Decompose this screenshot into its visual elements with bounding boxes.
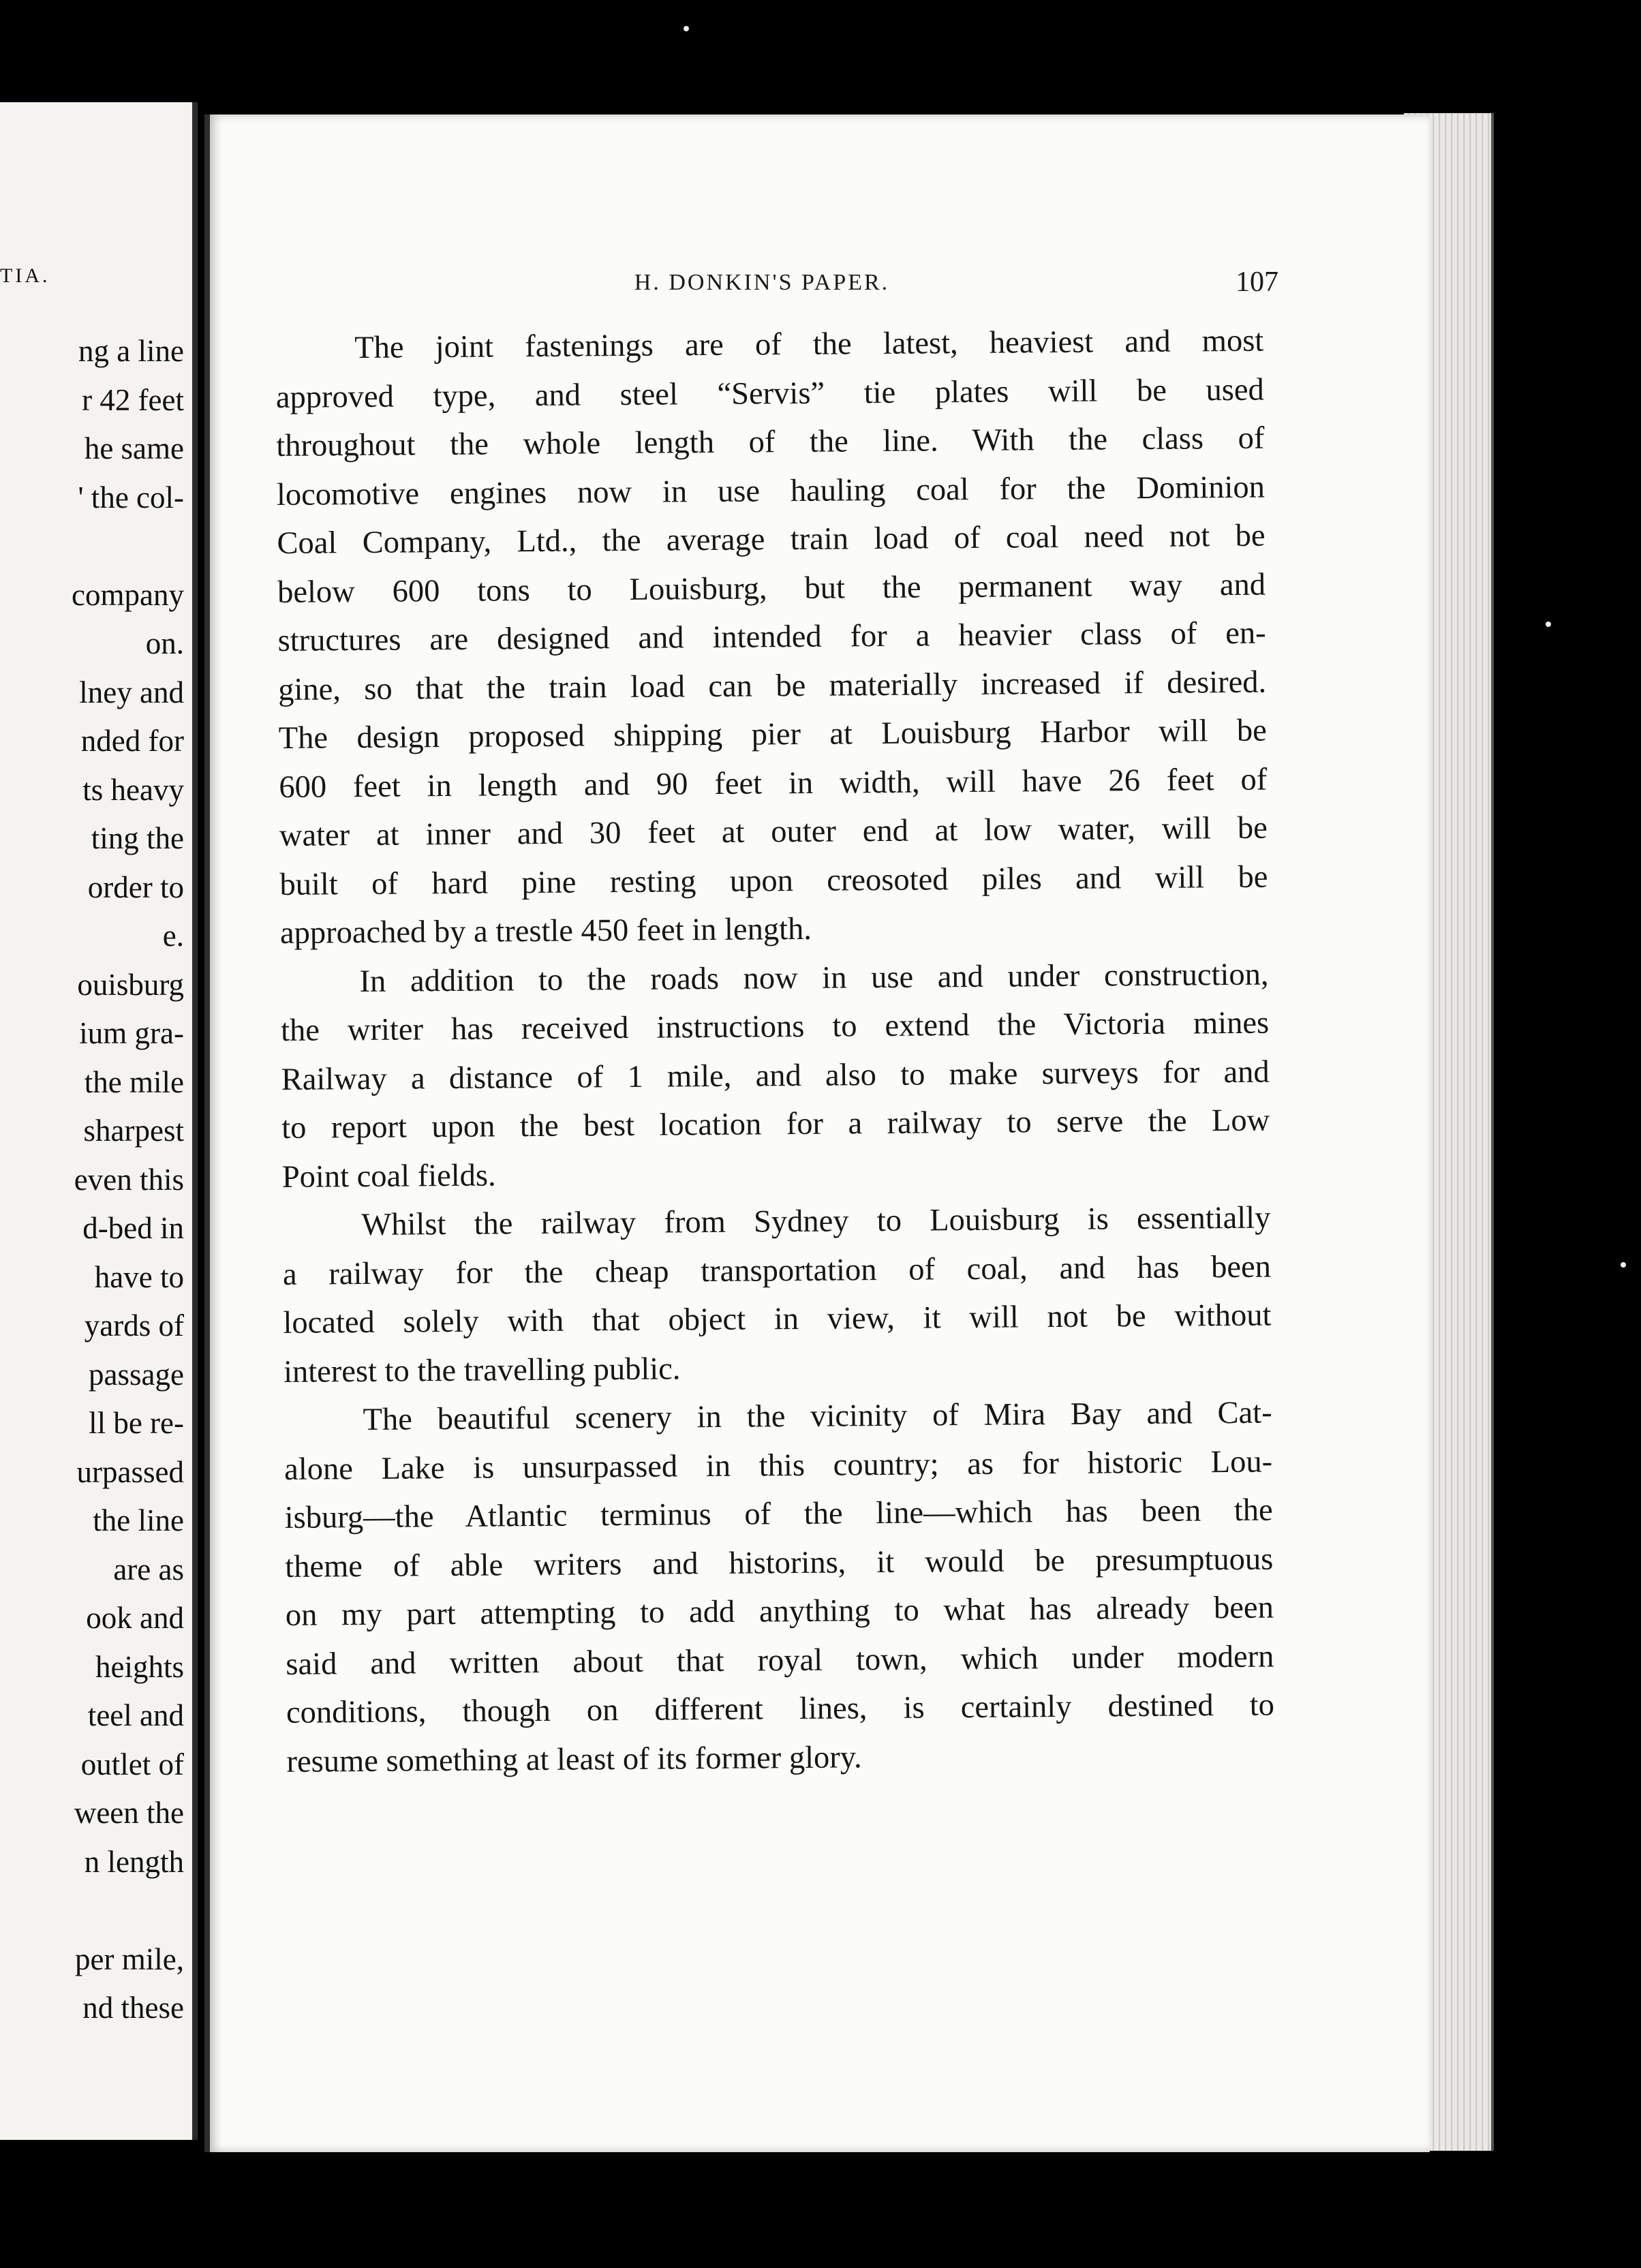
previous-page-line: on. xyxy=(145,626,184,660)
text-line: The beautiful scenery in the vicinity of Mira Bay and Cat- xyxy=(363,1395,1272,1438)
previous-page-line: ts heavy xyxy=(82,772,184,807)
dust-speck xyxy=(1621,1262,1626,1268)
dust-speck xyxy=(1546,622,1551,627)
text-line: theme of able writers and historins, it would be presumptuous xyxy=(285,1542,1274,1584)
previous-page-running-head: TIA. xyxy=(0,264,50,287)
previous-page-line xyxy=(72,522,184,571)
previous-page-line: even this xyxy=(74,1162,184,1197)
previous-page-line: are as xyxy=(113,1552,184,1587)
previous-page-line: the line xyxy=(93,1503,184,1537)
previous-page-line: passage xyxy=(89,1357,184,1392)
previous-page-line: nded for xyxy=(80,724,184,758)
previous-page-line: heights xyxy=(95,1649,184,1684)
previous-page-line: nd these xyxy=(82,1991,184,2025)
previous-page-line xyxy=(72,1886,184,1935)
text-line: located solely with that object in view, it will not be without xyxy=(283,1298,1272,1340)
text-line: resume something at least of its former glory. xyxy=(286,1739,862,1779)
paragraph xyxy=(280,950,1270,1201)
previous-page-line: lney and xyxy=(79,675,184,709)
previous-page-line: the mile xyxy=(84,1064,184,1099)
text-line: conditions, though on different lines, is certainly destined to xyxy=(286,1687,1275,1730)
text-line: locomotive engines now in use hauling coal for the Dominion xyxy=(276,470,1266,512)
previous-page-line: ouisburg xyxy=(77,967,184,1002)
text-line: approached by a trestle 450 feet in length. xyxy=(279,911,812,951)
previous-page-line: e. xyxy=(162,919,184,953)
text-line: the writer has received instructions to extend the Victoria mines xyxy=(280,1005,1270,1048)
paragraph xyxy=(275,317,1268,958)
text-line: water at inner and 30 feet at outer end at low water, will be xyxy=(279,810,1268,853)
text-line: isburg—the Atlantic terminus of the line—which has been the xyxy=(284,1492,1273,1535)
previous-page-line: have to xyxy=(94,1259,184,1294)
body-text xyxy=(275,317,1275,1786)
text-line: Whilst the railway from Sydney to Louisburg is essentially xyxy=(361,1200,1271,1243)
text-line: gine, so that the train load can be materially increased if desired. xyxy=(278,664,1267,707)
previous-page-text xyxy=(72,327,184,2033)
text-line: Point coal fields. xyxy=(281,1157,496,1195)
text-line: on my part attempting to add anything to what has already been xyxy=(285,1590,1274,1633)
text-line: approved type, and steel “Servis” tie plates will be used xyxy=(275,372,1264,415)
text-line: In addition to the roads now in use and under construction, xyxy=(359,957,1269,999)
previous-page-line: ' the col- xyxy=(78,480,184,515)
previous-page-line: sharpest xyxy=(83,1114,184,1148)
paragraph xyxy=(283,1389,1274,1786)
previous-page xyxy=(0,102,198,2140)
paragraph xyxy=(282,1194,1272,1396)
page-number: 107 xyxy=(1236,266,1278,298)
text-line: 600 feet in length and 90 feet in width, will have 26 feet of xyxy=(279,762,1268,805)
previous-page-line: company xyxy=(72,577,184,612)
previous-page-line: ium gra- xyxy=(79,1016,184,1050)
text-line: to report upon the best location for a railway to serve the Low xyxy=(281,1103,1270,1146)
previous-page-line: ll be re- xyxy=(89,1406,184,1440)
text-line: structures are designed and intended for a heavier class of en- xyxy=(277,615,1266,658)
text-line: below 600 tons to Louisburg, but the permanent way and xyxy=(277,567,1266,610)
previous-page-line: ook and xyxy=(86,1601,184,1635)
previous-page-line: per mile, xyxy=(75,1942,184,1976)
text-line: The joint fastenings are of the latest, heaviest and most xyxy=(354,323,1264,366)
previous-page-line: ting the xyxy=(91,821,184,855)
current-page xyxy=(204,114,1430,2152)
previous-page-line: order to xyxy=(87,870,184,904)
text-line: Coal Company, Ltd., the average train load of coal need not be xyxy=(277,518,1266,561)
text-line: throughout the whole length of the line. With the class of xyxy=(276,420,1265,463)
text-line: Railway a distance of 1 mile, and also to make surveys for and xyxy=(281,1054,1270,1097)
previous-page-line: n length xyxy=(84,1844,184,1879)
previous-page-line: he same xyxy=(84,431,184,465)
text-line: built of hard pine resting upon creosoted piles and will be xyxy=(279,859,1268,902)
dust-speck xyxy=(684,26,689,31)
previous-page-line: teel and xyxy=(87,1698,184,1732)
previous-page-line: ween the xyxy=(74,1796,184,1830)
text-line: interest to the travelling public. xyxy=(283,1351,681,1390)
previous-page-line: outlet of xyxy=(80,1747,184,1781)
previous-page-line: yards of xyxy=(84,1308,184,1343)
text-line: The design proposed shipping pier at Louisburg Harbor will be xyxy=(278,713,1267,756)
previous-page-line: d-bed in xyxy=(82,1211,184,1245)
running-head: H. DONKIN'S PAPER. xyxy=(634,270,890,295)
previous-page-line: r 42 feet xyxy=(82,382,184,417)
text-line: alone Lake is unsurpassed in this country; as for historic Lou- xyxy=(283,1444,1273,1487)
previous-page-line: ng a line xyxy=(78,334,184,368)
text-line: a railway for the cheap transportation of coal, and has been xyxy=(282,1249,1272,1292)
text-line: said and written about that royal town, which under modern xyxy=(286,1639,1274,1682)
previous-page-line: urpassed xyxy=(76,1454,184,1489)
